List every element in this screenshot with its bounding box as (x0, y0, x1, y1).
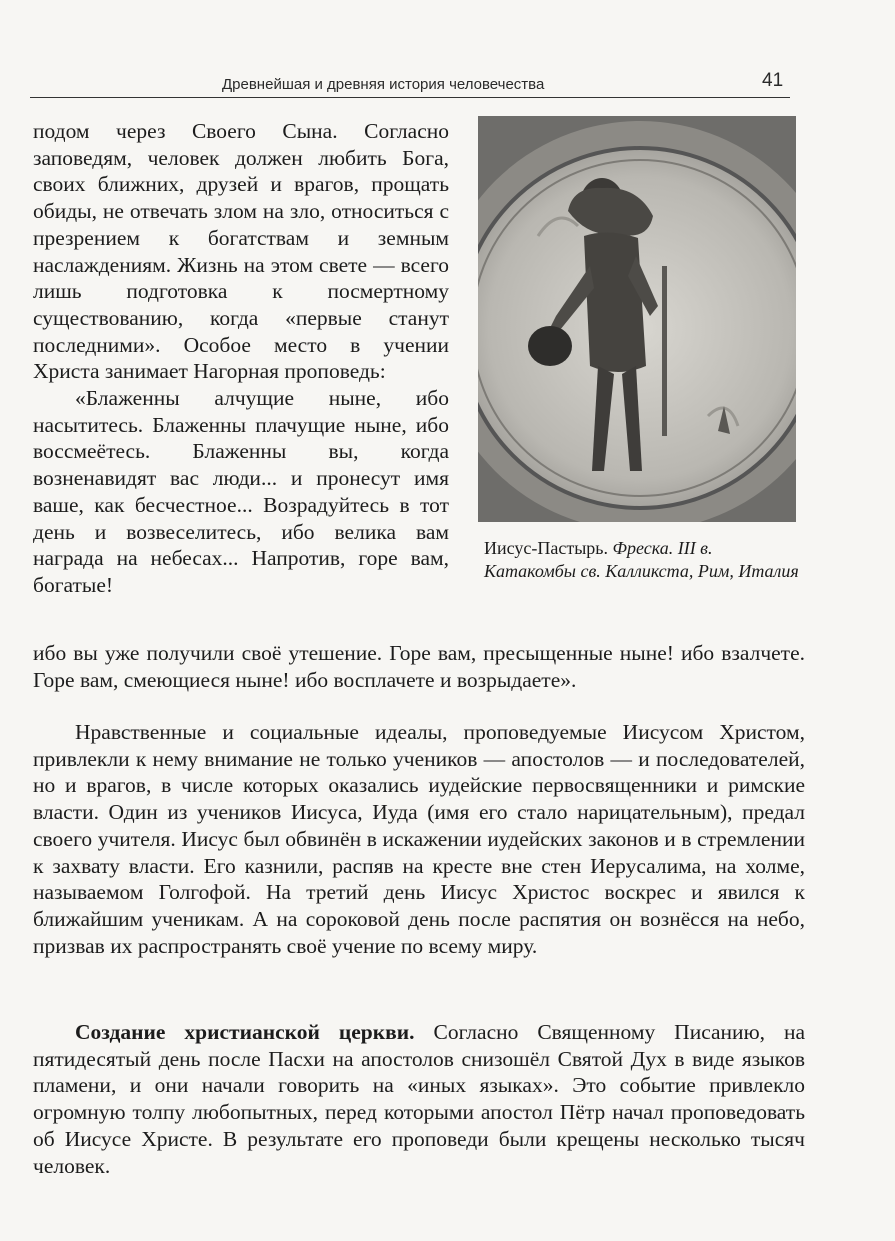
church-section (33, 1019, 805, 1179)
body-paragraph: Нравственные и социальные идеалы, проповедуемые Иисусом Христом, привлекли к нему внимание не только учеников — апостолов — и последователей, но и врагов, в числе которых оказались иудейские первосвященники и римские власти. Один из учеников Иисуса, Иуда (имя его стало нарицательным), предал своего учителя. Иисус был обвинён в искажении иудейских законов и в стремлении к захвату власти. Его казнили, распяв на кресте вне стен Иерусалима, на холме, называемом Голгофой. На третий день Иисус Христос воскрес и явился к ближайшим ученикам. А на сороковой день после распятия он вознёсся на небо, призвав их распространять своё учение по всему миру. (33, 720, 805, 958)
fresco-image (478, 116, 796, 522)
page-number: 41 (762, 70, 784, 91)
caption-details: Фреска. III в. Катакомбы св. Калликста, Рим, Италия (484, 538, 799, 581)
section-heading: Создание христианской церкви. (75, 1020, 415, 1044)
good-shepherd-fresco-illustration (478, 116, 796, 522)
section-text: Согласно Священному Писанию, на пятидесятый день после Пасхи на апостолов снизошёл Святой Дух в виде языков пламени, и они начали говорить на «иных языках». Это событие привлекло огромную толпу любопытных, перед которыми апостол Пётр начал проповедовать об Иисусе Христе. В результате его проповеди были крещены несколько тысяч человек. (33, 1020, 805, 1178)
sermon-quote-end (33, 640, 805, 693)
body-paragraph: ибо вы уже получили своё утешение. Горе вам, пресыщенные ныне! ибо взалчете. Горе вам, смеющиеся ныне! ибо восплачете и возрыдаете». (33, 641, 805, 692)
caption-title: Иисус-Пастырь. (484, 538, 609, 558)
ideals-paragraph (33, 719, 805, 959)
body-paragraph: подом через Своего Сына. Согласно заповедям, человек должен любить Бога, своих ближних, друзей и врагов, прощать обиды, не отвечать злом на зло, относиться с презрением к богатствам и земным наслаждениям. Жизнь на этом свете — всего лишь подготовка к посмертному существованию, когда «первые станут последними». Особое место в учении Христа занимает Нагорная проповедь: (33, 119, 449, 384)
body-paragraph (33, 1019, 805, 1179)
running-header-title: Древнейшая и древняя история человечества (222, 76, 545, 93)
sermon-quote-start: «Блаженны алчущие ныне, ибо насытитесь. Блаженны плачущие ныне, ибо воссмеётесь. Блаженны вы, когда возненавидят вас люди... и пронесут имя ваше, как бесчестное... Возрадуйтесь в тот день и возвеселитесь, ибо велика вам награда на небесах... Напротив, горе вам, богатые! (33, 386, 449, 597)
figure-caption (484, 537, 804, 583)
header-rule (30, 97, 790, 98)
left-column-text (33, 118, 449, 599)
